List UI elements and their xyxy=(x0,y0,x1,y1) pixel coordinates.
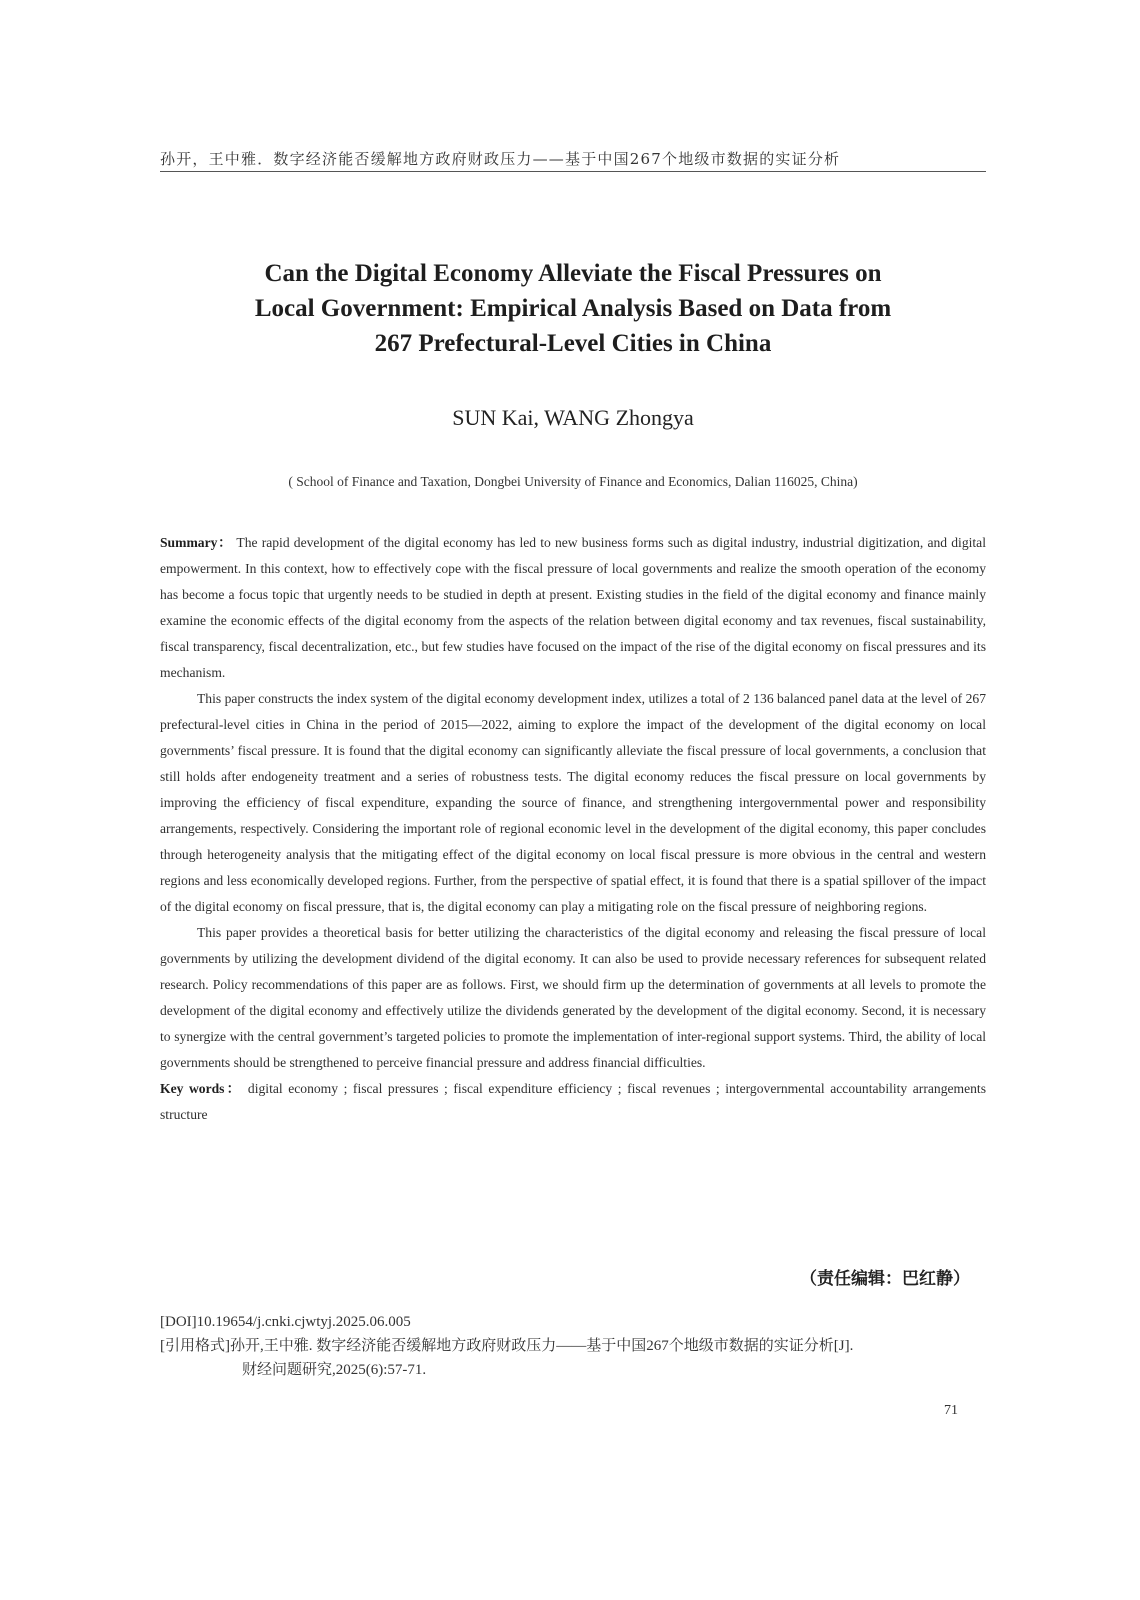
editor-note: （责任编辑：巴红静） xyxy=(800,1269,970,1289)
header-rule xyxy=(160,171,986,172)
title-line: Local Government: Empirical Analysis Based on Data from xyxy=(254,295,892,322)
abstract-paragraph-2: This paper constructs the index system of the digital economy development index, utilizes a total of 2 136 balanced panel data at the level of 267 prefectural-level cities in China in the period of 2015—2022, aiming to explore the impact of the development of the digital economy on local governments’ fiscal pressure. It is found that the digital economy can significantly alleviate the fiscal pressure of local governments, a conclusion that still holds after endogeneity treatment and a series of robustness tests. The digital economy reduces the fiscal pressure on local governments by improving the efficiency of fiscal expenditure, expanding the source of finance, and strengthening intergovernmental power and responsibility arrangements, respectively. Considering the important role of regional economic level in the development of the digital economy, this paper concludes through heterogeneity analysis that the mitigating effect of the digital economy on local fiscal pressure is more obvious in the central and western regions and less economically developed regions. Further, from the perspective of spatial effect, it is found that there is a spatial spillover of the impact of the digital economy on fiscal pressure, that is, the digital economy can play a mitigating role on the fiscal pressure of neighboring regions. xyxy=(160,691,986,914)
running-head: 孙开，王中雅．数字经济能否缓解地方政府财政压力——基于中国267个地级市数据的实证分析 xyxy=(160,150,841,168)
title-line: 267 Prefectural-Level Cities in China xyxy=(374,330,772,357)
affiliation: ( School of Finance and Taxation, Dongbei University of Finance and Economics, Dalian 116025, China) xyxy=(288,474,858,489)
citation-line: [引用格式]孙开,王中雅. 数字经济能否缓解地方政府财政压力——基于中国267个地级市数据的实证分析[J]. xyxy=(160,1338,854,1354)
citation-line: 财经问题研究,2025(6):57-71. xyxy=(242,1362,427,1378)
keywords-label: Key words： xyxy=(160,1081,243,1096)
reference-block xyxy=(160,1310,990,1382)
abstract xyxy=(160,530,986,1128)
abstract-text: The rapid development of the digital economy has led to new business forms such as digital industry, industrial digitization, and digital empowerment. In this context, how to effectively cope with the fiscal pressure of local governments and realize the smooth operation of the economy has become a focus topic that urgently needs to be studied in depth at present. Existing studies in the field of the digital economy and finance mainly examine the economic effects of the digital economy from the aspects of the relation between digital economy and tax revenues, fiscal sustainability, fiscal transparency, fiscal decentralization, etc., but few studies have focused on the impact of the rise of the digital economy on fiscal pressures and its mechanism. xyxy=(160,535,986,680)
keywords xyxy=(160,1076,986,1128)
abstract-paragraph-3: This paper provides a theoretical basis for better utilizing the characteristics of the digital economy and releasing the fiscal pressure of local governments by utilizing the development dividend of the digital economy. It can also be used to provide necessary references for subsequent related research. Policy recommendations of this paper are as follows. First, we should firm up the determination of governments at all levels to promote the development of the digital economy and effectively utilize the dividends generated by the development of the digital economy. Second, it is necessary to synergize with the central government’s targeted policies to promote the implementation of inter-regional support systems. Third, the ability of local governments should be strengthened to perceive financial pressure and address financial difficulties. xyxy=(160,925,986,1070)
title-line: Can the Digital Economy Alleviate the Fiscal Pressures on xyxy=(264,260,882,287)
page-number: 71 xyxy=(944,1403,958,1418)
authors: SUN Kai, WANG Zhongya xyxy=(452,405,694,430)
abstract-paragraph-1 xyxy=(160,530,986,686)
summary-label: Summary： xyxy=(160,535,233,550)
keywords-text: digital economy ; fiscal pressures ; fiscal expenditure efficiency ; fiscal revenues ; intergovernmental accountability arrangements structure xyxy=(160,1081,986,1122)
doi: [DOI]10.19654/j.cnki.cjwtyj.2025.06.005 xyxy=(160,1314,411,1330)
paper-title xyxy=(160,256,986,361)
